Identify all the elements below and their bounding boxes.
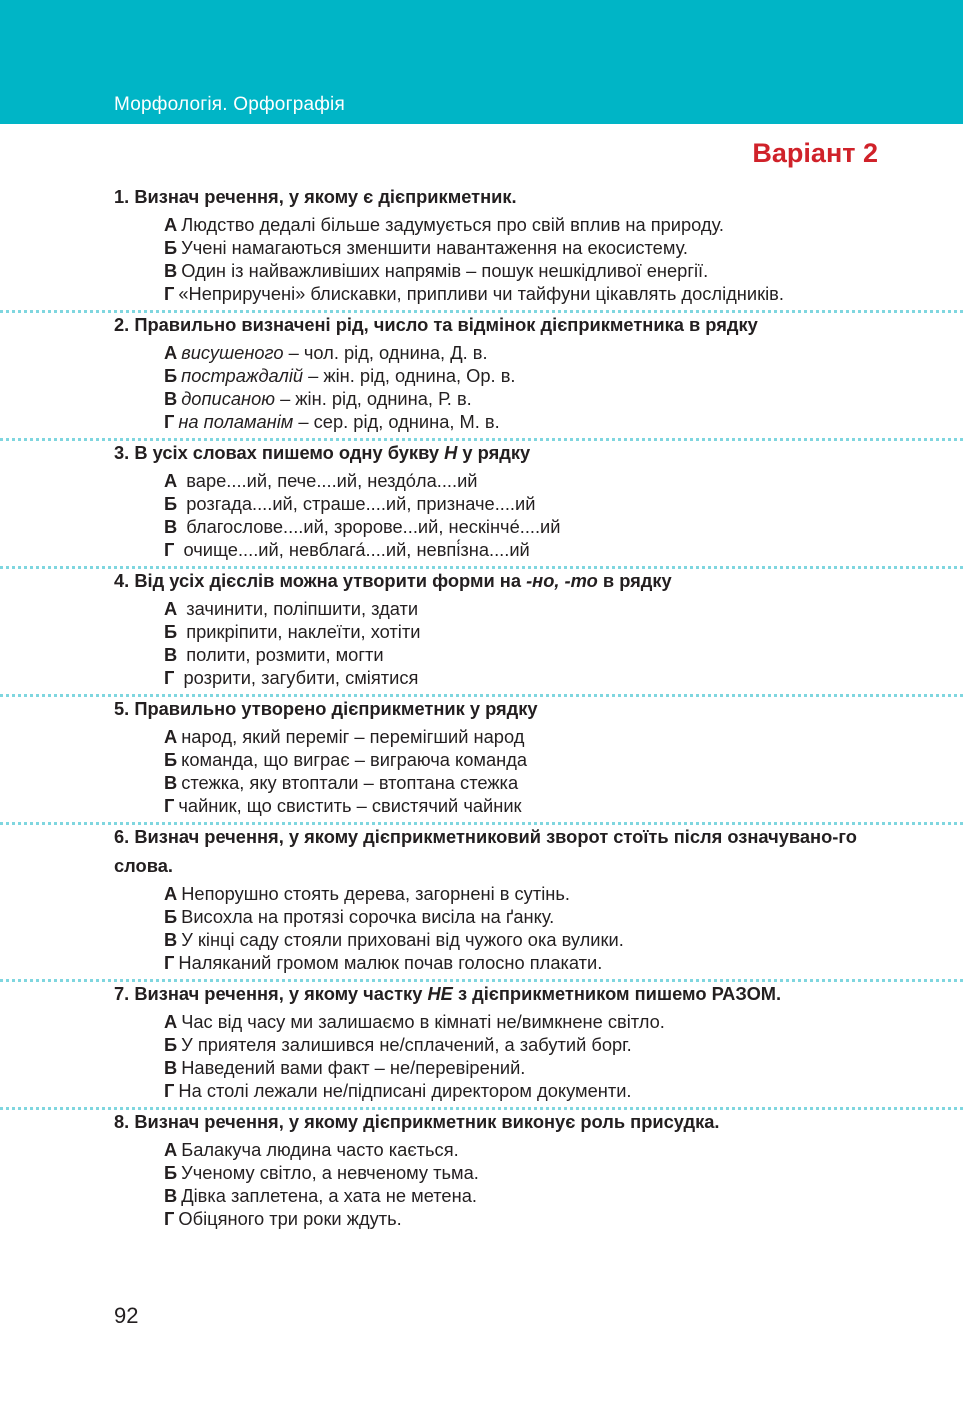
option-v — [164, 387, 963, 410]
option-h — [164, 1207, 963, 1230]
answer-options — [164, 1138, 963, 1230]
option-letter: Б — [164, 365, 178, 386]
option-letter: В — [164, 260, 178, 281]
option-text: Висохла на протязі сорочка висіла на ґанку. — [181, 906, 555, 927]
option-letter: Б — [164, 621, 178, 642]
question-8 — [0, 1107, 963, 1230]
option-letter: В — [164, 1185, 178, 1206]
question-text: 4. Від усіх дієслів можна утворити форми на -но, -то в рядку — [114, 570, 672, 591]
option-v — [164, 515, 963, 538]
option-letter: А — [164, 883, 178, 904]
variant-title: Варіант 2 — [752, 138, 878, 168]
question-3 — [0, 438, 963, 569]
option-text: Один із найважливіших напрямів – пошук нешкідливої енергії. — [181, 260, 709, 281]
option-letter: Б — [164, 1034, 178, 1055]
option-letter: В — [164, 1057, 178, 1078]
option-text: народ, який переміг – перемігший народ — [181, 726, 525, 747]
option-text: полити, розмити, могти — [181, 644, 384, 665]
option-text: Непорушно стоять дерева, загорнені в сутінь. — [181, 883, 570, 904]
answer-options — [164, 1010, 963, 1102]
question-5 — [0, 694, 963, 825]
section-title: Морфологія. Орфографія — [114, 94, 345, 115]
option-h — [164, 1079, 963, 1102]
option-letter: А — [164, 1139, 178, 1160]
option-text: Наведений вами факт – не/перевірений. — [181, 1057, 526, 1078]
option-a — [164, 469, 963, 492]
option-text: Час від часу ми залишаємо в кімнаті не/вимкнене світло. — [181, 1011, 665, 1032]
question-text: 6. Визнач речення, у якому дієприкметниковий зворот стоїть після означувано-го слова. — [114, 826, 857, 876]
option-a — [164, 1010, 963, 1033]
option-letter: А — [164, 726, 178, 747]
option-text: розгада....ий, страше....ий, призначе....ий — [181, 493, 536, 514]
option-text: Обіцяного три роки ждуть. — [178, 1208, 402, 1229]
option-a — [164, 597, 963, 620]
question-text: 5. Правильно утворено дієприкметник у рядку — [114, 698, 538, 719]
answer-options — [164, 882, 963, 974]
option-b — [164, 905, 963, 928]
option-a — [164, 213, 963, 236]
option-text: На столі лежали не/підписані директором документи. — [178, 1080, 632, 1101]
answer-options — [164, 341, 963, 433]
option-letter: А — [164, 470, 178, 491]
question-text: 7. Визнач речення, у якому частку НЕ з дієприкметником пишемо РАЗОМ. — [114, 983, 782, 1004]
option-letter: Г — [164, 667, 175, 688]
option-letter: В — [164, 388, 178, 409]
page-number: 92 — [114, 1303, 139, 1328]
question-text: 1. Визнач речення, у якому є дієприкметник. — [114, 186, 517, 207]
option-text: – жін. рід, однина, Ор. в. — [303, 365, 516, 386]
option-text: Учені намагаються зменшити навантаження на екосистему. — [181, 237, 688, 258]
option-text: Ученому світло, а невченому тьма. — [181, 1162, 479, 1183]
option-h — [164, 282, 963, 305]
option-letter: Г — [164, 1080, 175, 1101]
answer-options — [164, 725, 963, 817]
option-letter: В — [164, 929, 178, 950]
option-a — [164, 341, 963, 364]
option-letter: В — [164, 644, 178, 665]
option-h — [164, 794, 963, 817]
option-letter: А — [164, 214, 178, 235]
option-text: – жін. рід, однина, Р. в. — [274, 388, 472, 409]
option-text: команда, що виграє – виграюча команда — [181, 749, 528, 770]
option-letter: Г — [164, 539, 175, 560]
question-1 — [0, 182, 963, 313]
question-text: 8. Визнач речення, у якому дієприкметник виконує роль присудка. — [114, 1111, 720, 1132]
option-letter: Б — [164, 749, 178, 770]
option-b — [164, 492, 963, 515]
answer-options — [164, 597, 963, 689]
option-letter: В — [164, 772, 178, 793]
option-v — [164, 1056, 963, 1079]
option-text: – чол. рід, однина, Д. в. — [283, 342, 488, 363]
option-letter: Б — [164, 906, 178, 927]
option-word: на поламанім — [178, 411, 294, 432]
question-7 — [0, 979, 963, 1110]
option-letter: А — [164, 1011, 178, 1032]
option-text: чайник, що свистить – свистячий чайник — [178, 795, 522, 816]
question-text: 2. Правильно визначені рід, число та відмінок дієприкметника в рядку — [114, 314, 758, 335]
question-4 — [0, 566, 963, 697]
option-letter: Г — [164, 1208, 175, 1229]
option-letter: Г — [164, 795, 175, 816]
option-v — [164, 771, 963, 794]
question-6 — [0, 822, 963, 982]
option-a — [164, 1138, 963, 1161]
option-b — [164, 1161, 963, 1184]
option-text: благослове....ий, зророве...ий, нескінче́....ий — [181, 516, 561, 537]
option-letter: Б — [164, 493, 178, 514]
question-2 — [0, 310, 963, 441]
option-letter: Г — [164, 411, 175, 432]
option-v — [164, 643, 963, 666]
option-text: У приятеля залишився не/сплачений, а забутий борг. — [181, 1034, 632, 1055]
option-v — [164, 1184, 963, 1207]
option-text: розрити, загубити, сміятися — [178, 667, 419, 688]
option-letter: А — [164, 342, 178, 363]
questions-list — [0, 182, 963, 1230]
option-h — [164, 538, 963, 561]
option-word: постраждалій — [181, 365, 304, 386]
header-band — [0, 0, 963, 124]
option-text: Людство дедалі більше задумується про свій вплив на природу. — [181, 214, 724, 235]
option-h — [164, 951, 963, 974]
option-a — [164, 725, 963, 748]
answer-options — [164, 469, 963, 561]
option-text: зачинити, поліпшити, здати — [181, 598, 419, 619]
option-letter: А — [164, 598, 178, 619]
option-letter: В — [164, 516, 178, 537]
option-text: У кінці саду стояли приховані від чужого ока вулики. — [181, 929, 624, 950]
option-v — [164, 259, 963, 282]
answer-options — [164, 213, 963, 305]
option-text: очище....ий, невблага́....ий, невпі́зна....ий — [178, 539, 530, 560]
option-letter: Б — [164, 237, 178, 258]
option-text: Дівка заплетена, а хата не метена. — [181, 1185, 477, 1206]
option-a — [164, 882, 963, 905]
option-h — [164, 666, 963, 689]
option-letter: Б — [164, 1162, 178, 1183]
option-text: прикріпити, наклеїти, хотіти — [181, 621, 421, 642]
option-b — [164, 364, 963, 387]
option-text: варе....ий, пече....ий, нездо́ла....ий — [181, 470, 478, 491]
option-text: Наляканий громом малюк почав голосно плакати. — [178, 952, 603, 973]
option-b — [164, 1033, 963, 1056]
option-letter: Г — [164, 283, 175, 304]
option-word: дописаною — [181, 388, 275, 409]
option-text: Балакуча людина часто кається. — [181, 1139, 459, 1160]
option-letter: Г — [164, 952, 175, 973]
option-text: «Неприручені» блискавки, припливи чи тайфуни цікавлять дослідників. — [178, 283, 784, 304]
option-b — [164, 620, 963, 643]
option-b — [164, 236, 963, 259]
option-text: стежка, яку втоптали – втоптана стежка — [181, 772, 519, 793]
option-word: висушеного — [181, 342, 284, 363]
question-text: 3. В усіх словах пишемо одну букву Н у рядку — [114, 442, 531, 463]
option-text: – сер. рід, однина, М. в. — [293, 411, 500, 432]
option-v — [164, 928, 963, 951]
option-b — [164, 748, 963, 771]
option-h — [164, 410, 963, 433]
